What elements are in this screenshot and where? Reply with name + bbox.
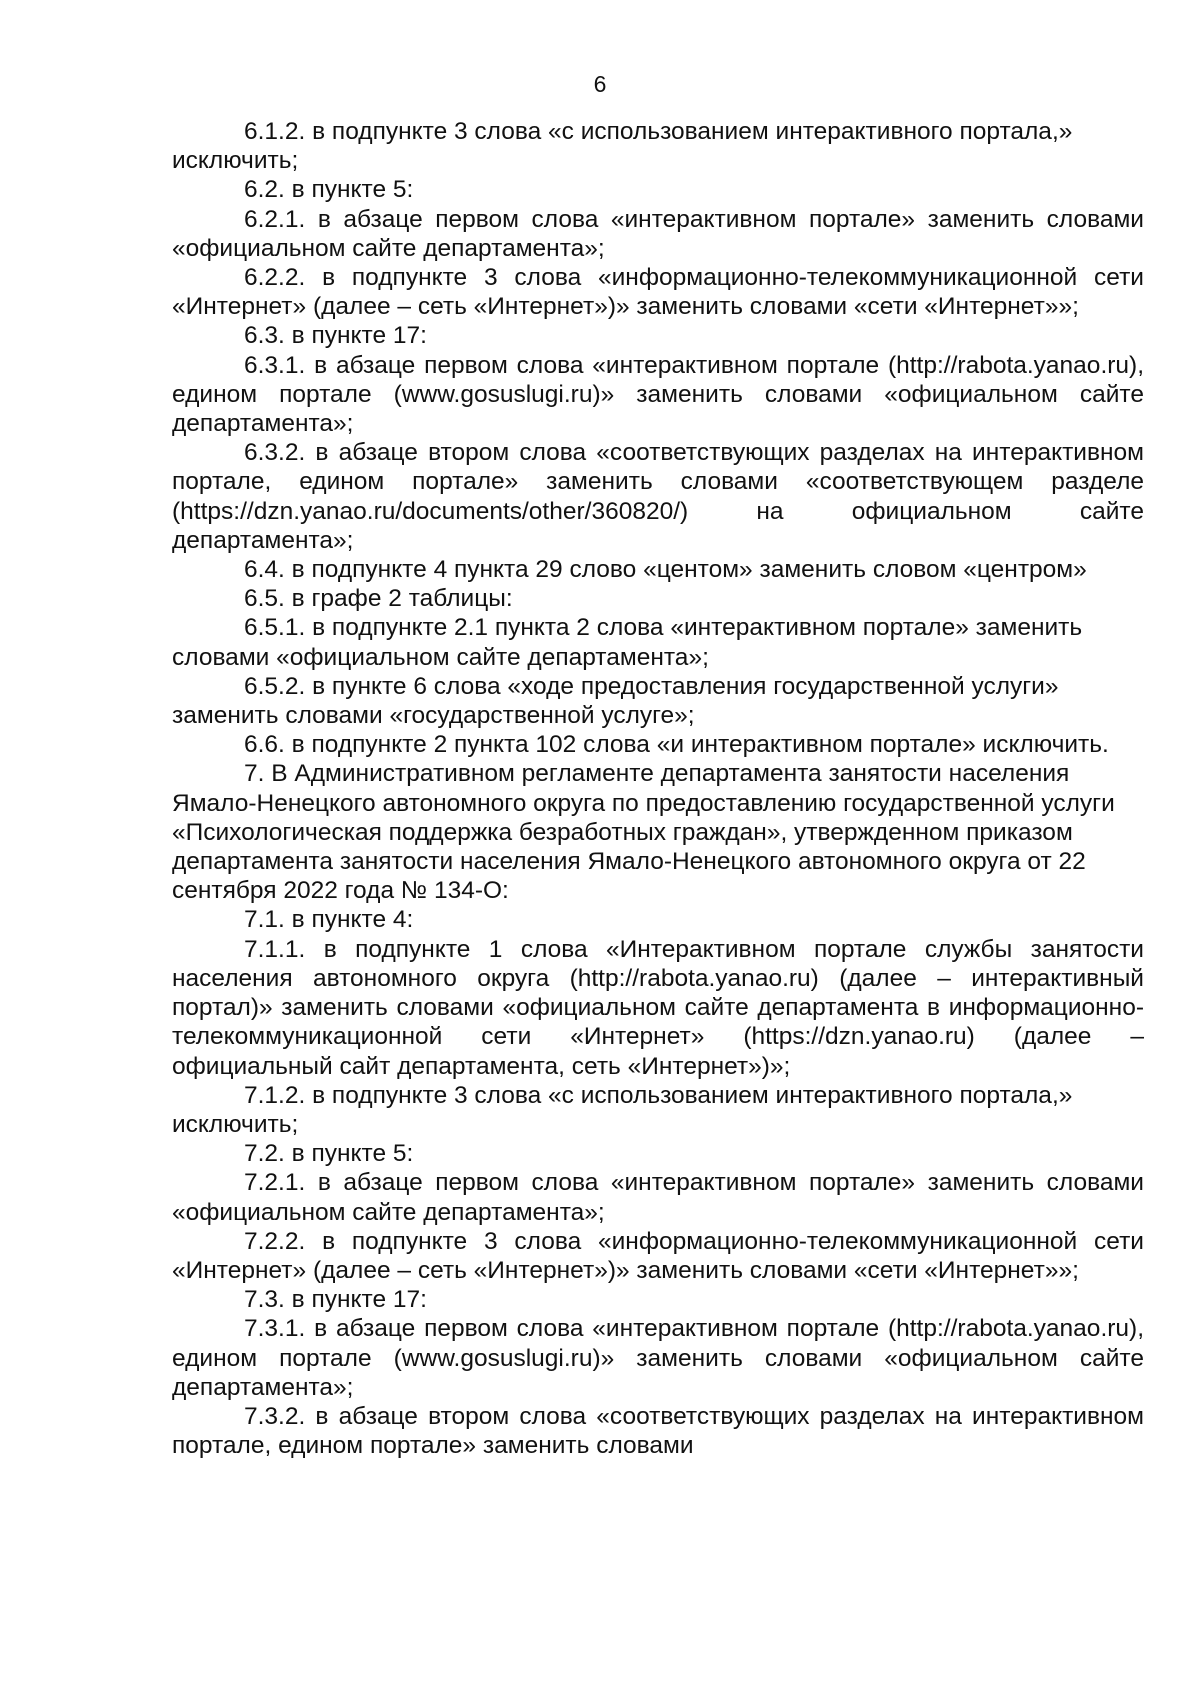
document-body [172, 117, 1144, 1460]
paragraph: 7.3.1. в абзаце первом слова «интерактивном портале (http://rabota.yanao.ru), едином портале (www.gosuslugi.ru)» заменить словами «официальном сайте департамента»; [172, 1315, 1144, 1401]
paragraph: 7.1. в пункте 4: [244, 906, 414, 934]
paragraph: 6.2.1. в абзаце первом слова «интерактивном портале» заменить словами «официальном сайте департамента»; [172, 205, 1144, 262]
paragraph: 7.2.2. в подпункте 3 слова «информационно-телекоммуникационной сети «Интернет» (далее – сеть «Интернет»)» заменить словами «сети «Интернет»»; [172, 1227, 1144, 1284]
paragraph: 6.5.1. в подпункте 2.1 пункта 2 слова «интерактивном портале» заменить словами «официальном сайте департамента»; [172, 614, 1083, 671]
paragraph: 6.3.2. в абзаце втором слова «соответствующих разделах на интерактивном портале, едином портале» заменить словами «соответствующем разделе (https://dzn.yanao.ru/documents/other/360820/) на официальном сайте департамента»; [172, 439, 1144, 554]
paragraph: 6.6. в подпункте 2 пункта 102 слова «и интерактивном портале» исключить. [244, 731, 1109, 759]
paragraph: 6.5. в графе 2 таблицы: [244, 585, 513, 613]
page-number: 6 [593, 71, 607, 97]
paragraph: 7.1.1. в подпункте 1 слова «Интерактивном портале службы занятости населения автономного округа (http://rabota.yanao.ru) (далее – интерактивный портал)» заменить словами «официальном сайте департамента в информационно-телекоммуникационной сети «Интернет» (https://dzn.yanao.ru) (далее – официальный сайт департамента, сеть «Интернет»)»; [172, 935, 1144, 1080]
paragraph: 6.5.2. в пункте 6 слова «ходе предоставления государственной услуги» заменить словами «государственной услуге»; [172, 672, 1059, 730]
paragraph: 7.3. в пункте 17: [244, 1286, 427, 1314]
paragraph: 7.2. в пункте 5: [244, 1140, 414, 1168]
paragraph: 7.3.2. в абзаце втором слова «соответствующих разделах на интерактивном портале, едином портале» заменить словами [172, 1402, 1144, 1460]
paragraph: 7.1.2. в подпункте 3 слова «с использованием интерактивного портала,» исключить; [172, 1081, 1073, 1138]
paragraph: 6.3. в пункте 17: [244, 322, 427, 350]
paragraph: 7.2.1. в абзаце первом слова «интерактивном портале» заменить словами «официальном сайте департамента»; [172, 1169, 1144, 1226]
paragraph: 6.4. в подпункте 4 пункта 29 слово «центом» заменить словом «центром» [244, 556, 1087, 584]
paragraph: 7. В Административном регламенте департамента занятости населения Ямало-Ненецкого автономного округа по предоставлению государственной услуги «Психологическая поддержка безработных граждан», утвержденном приказом департамента занятости населения Ямало-Ненецкого автономного округа от 22 сентября 2022 года № 134-О: [172, 760, 1115, 905]
paragraph: 6.2. в пункте 5: [244, 176, 414, 204]
paragraph: 6.2.2. в подпункте 3 слова «информационно-телекоммуникационной сети «Интернет» (далее – сеть «Интернет»)» заменить словами «сети «Интернет»»; [172, 264, 1144, 321]
paragraph: 6.3.1. в абзаце первом слова «интерактивном портале (http://rabota.yanao.ru), едином портале (www.gosuslugi.ru)» заменить словами «официальном сайте департамента»; [172, 351, 1144, 438]
paragraph: 6.1.2. в подпункте 3 слова «с использованием интерактивного портала,» исключить; [172, 118, 1073, 175]
